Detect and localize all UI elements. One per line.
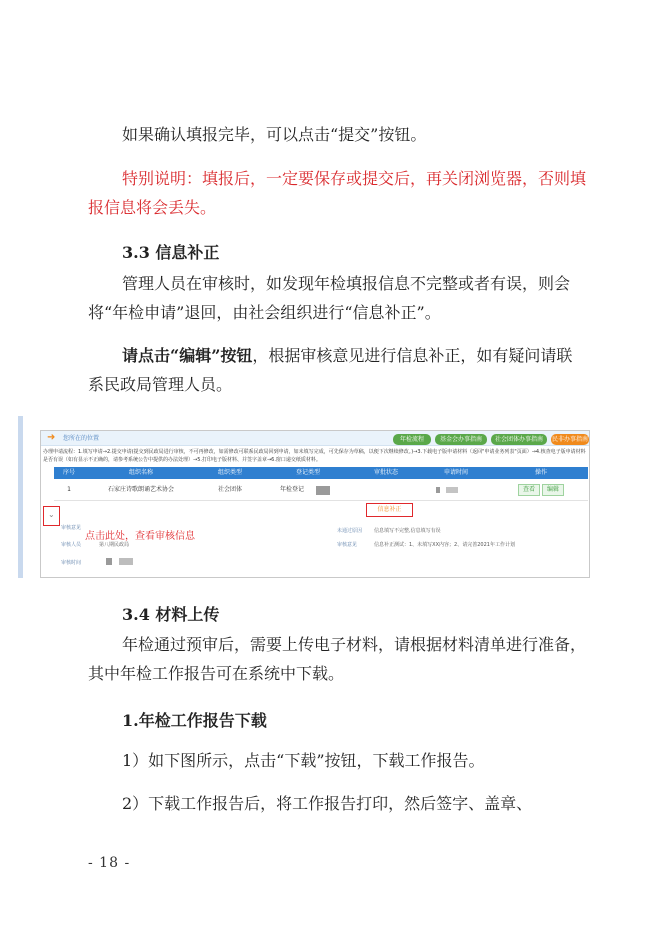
status-highlight xyxy=(366,503,413,517)
redacted-block xyxy=(119,558,133,565)
arrow-right-icon: ➜ xyxy=(47,432,56,443)
col-status: 审批状态 xyxy=(373,469,398,476)
tab-social-group-guide[interactable]: 社会团体办事指南 xyxy=(491,434,547,445)
location-nav-bar xyxy=(41,431,589,446)
detail-value-reviewer: 第八期民政局 xyxy=(99,542,130,548)
col-apply-time: 申请时间 xyxy=(443,469,468,476)
col-reg-type: 登记类型 xyxy=(295,469,320,476)
view-button[interactable]: 查看 xyxy=(518,484,540,496)
detail-label-reason: 未通过原因 xyxy=(337,528,363,534)
tab-private-nonprofit-guide[interactable]: 民非办事指南 xyxy=(551,436,588,443)
col-org-type: 组织类型 xyxy=(217,469,242,476)
table-header xyxy=(54,467,588,479)
paragraph-submit: 如果确认填报完毕，可以点击“提交”按钮。 xyxy=(122,125,427,144)
redacted-block xyxy=(316,486,330,495)
redacted-block xyxy=(106,558,112,565)
screenshot-side-bar xyxy=(18,416,23,578)
detail-label-review-opinion: 审核意见 xyxy=(337,542,358,548)
detail-value-review-opinion: 信息补正测试：1、未填写XX内容；2、请完善2021年工作计划 xyxy=(374,542,515,548)
redacted-block xyxy=(436,487,440,493)
step-1-text: 1）如下图所示，点击“下载”按钮，下载工作报告。 xyxy=(122,751,485,770)
paragraph-material-upload: 年检通过预审后，需要上传电子材料，请根据材料清单进行准备，其中年检工作报告可在系统中下载。 xyxy=(88,635,587,683)
status-value: 信息补正 xyxy=(377,506,402,513)
system-screenshot xyxy=(18,416,590,578)
col-index: 序号 xyxy=(62,469,75,476)
detail-label-opinion: 审核意见 xyxy=(61,525,82,531)
paragraph-special-note: 特别说明：填报后，一定要保存或提交后，再关闭浏览器，否则填报信息将会丢失。 xyxy=(88,169,587,217)
row-org-type: 社会团体 xyxy=(217,486,242,493)
edit-instruction-bold: 请点击“编辑”按钮 xyxy=(122,346,253,365)
edit-button[interactable]: 编辑 xyxy=(542,484,564,496)
row-reg-type: 年检登记 xyxy=(279,486,304,493)
screenshot-frame xyxy=(40,430,590,578)
redacted-block xyxy=(446,487,458,493)
detail-label-time: 审核时间 xyxy=(61,560,82,566)
paragraph-edit-instruction xyxy=(88,341,588,399)
edit-instruction-rest: ，根据审核意见进行信息补正，如有疑问请联系民政局管理人员。 xyxy=(88,346,573,394)
detail-value-reason: 信息填写不完整,信息填写有误 xyxy=(374,528,441,534)
location-label: 您所在的位置 xyxy=(63,435,100,442)
process-flow-text: 办理申请流程：1.填写申请→2.提交申请(提交到民政局进行审核，不可再修改，如需修改可联系民政局回到申请，如未填写完成，可先保存为草稿，以便下次继续修改。)→3.下载电子版申请材料（返回"申请业务列表"页面）→4.核查电子版申请材料是否有误（如有显示不正确的，请参考系统公告中提供的办法处理）→5.打印电子版材料、并签字盖章→6.窗口递交纸质材料。 xyxy=(43,449,586,463)
tab-annual-process[interactable]: 年检流程 xyxy=(393,434,431,445)
row-org-name: 石家庄诗歌朗诵艺术协会 xyxy=(107,486,174,493)
step-2-text: 2）下载工作报告后，将工作报告打印，然后签字、盖章、 xyxy=(122,794,533,813)
section-heading-3-4: 3.4 材料上传 xyxy=(122,605,220,624)
expand-row-button[interactable] xyxy=(43,506,60,526)
col-actions: 操作 xyxy=(534,469,547,476)
detail-label-reviewer: 审核人员 xyxy=(61,542,82,548)
table-row xyxy=(54,480,588,501)
page-number: - 18 - xyxy=(88,855,131,871)
row-index: 1 xyxy=(67,486,71,493)
paragraph-correction: 管理人员在审核时，如发现年检填报信息不完整或者有误，则会将“年检申请”退回，由社会组织进行“信息补正”。 xyxy=(88,274,571,322)
section-heading-3-3: 3.3 信息补正 xyxy=(122,243,220,262)
chevron-down-icon: ⌄ xyxy=(48,510,55,519)
click-hint-annotation: 点击此处，查看审核信息 xyxy=(85,531,195,542)
subheading-report-download: 1.年检工作报告下载 xyxy=(122,711,267,730)
tab-foundation-guide[interactable]: 基金会办事指南 xyxy=(435,434,487,445)
col-org-name: 组织名称 xyxy=(128,469,153,476)
